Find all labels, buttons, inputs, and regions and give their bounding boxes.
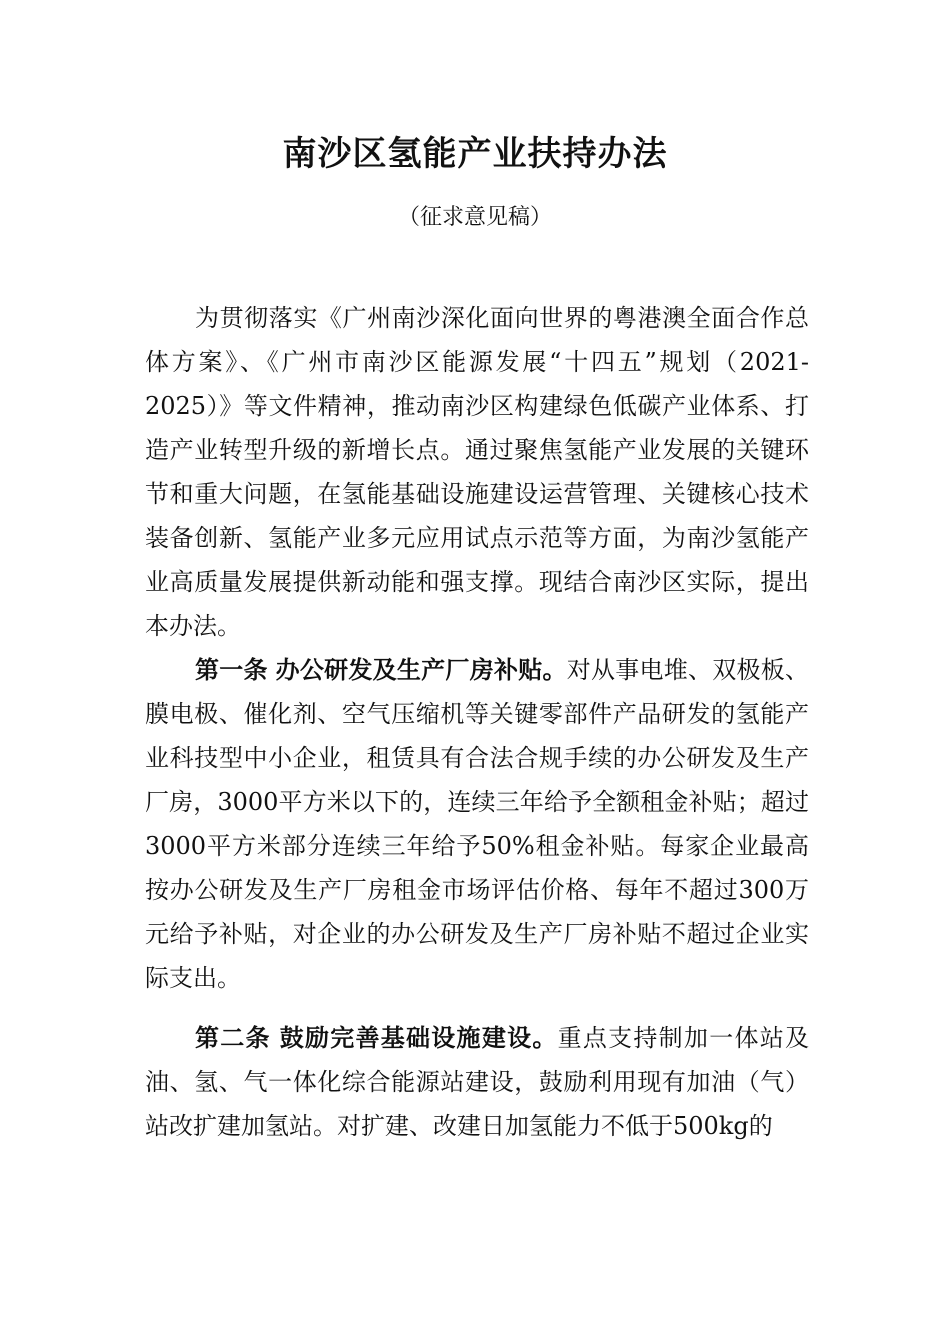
article-2-body: 重点支持制加一体站及油、氢、气一体化综合能源站建设，鼓励利用现有加油（气）站改扩建加氢站。对扩建、改建日加氢能力不低于500kg的: [145, 1024, 810, 1140]
article-2-paragraph: [145, 1016, 809, 1148]
article-1-number: 第一条: [195, 655, 268, 684]
article-1-paragraph: [145, 648, 809, 1000]
article-2-number: 第二条: [195, 1023, 271, 1052]
document-body: [145, 296, 809, 1148]
document-title: 南沙区氢能产业扶持办法: [282, 134, 668, 174]
article-1-heading: 办公研发及生产厂房补贴。: [275, 655, 567, 684]
article-1-body: 对从事电堆、双极板、膜电极、催化剂、空气压缩机等关键零部件产品研发的氢能产业科技型中小企业，租赁具有合法合规手续的办公研发及生产厂房，3000平方米以下的，连续三年给予全额租金补贴；超过3000平方米部分连续三年给予50%租金补贴。每家企业最高按办公研发及生产厂房租金市场评估价格、每年不超过300万元给予补贴，对企业的办公研发及生产厂房补贴不超过企业实际支出。: [145, 656, 810, 992]
intro-paragraph: 为贯彻落实《广州南沙深化面向世界的粤港澳全面合作总体方案》、《广州市南沙区能源发展“十四五”规划（2021-2025）》等文件精神，推动南沙区构建绿色低碳产业体系、打造产业转型升级的新增长点。通过聚焦氢能产业发展的关键环节和重大问题，在氢能基础设施建设运营管理、关键核心技术装备创新、氢能产业多元应用试点示范等方面，为南沙氢能产业高质量发展提供新动能和强支撑。现结合南沙区实际，提出本办法。: [145, 304, 809, 640]
article-2-heading: 鼓励完善基础设施建设。: [279, 1023, 558, 1052]
document-subtitle: （征求意见稿）: [397, 205, 552, 230]
